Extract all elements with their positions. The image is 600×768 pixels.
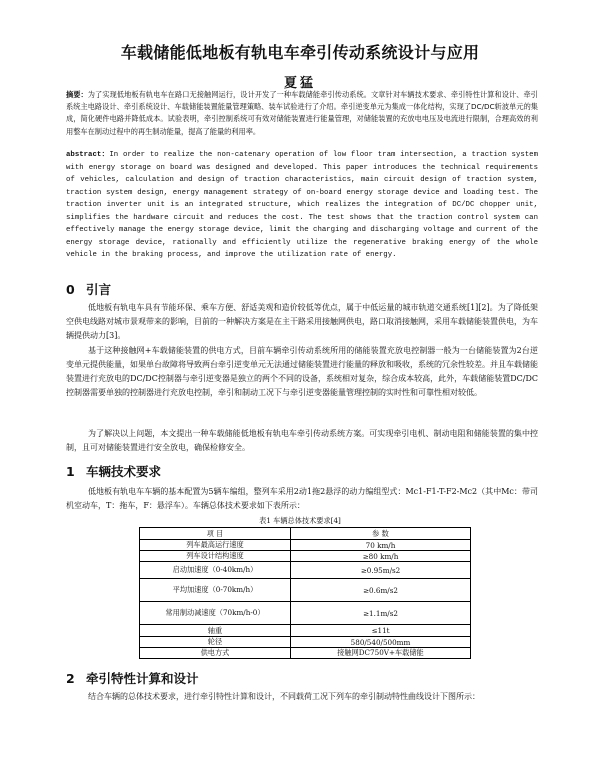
section-2-paragraph: 结合车辆的总体技术要求，进行牵引特性计算和设计，不同载荷工况下列车的牵引制动特性曲线设计下图所示： [88,692,480,701]
paper-title: 车载储能低地板有轨电车牵引传动系统设计与应用 [120,43,480,62]
table-1-caption: 表1 车辆总体技术要求[4] [259,516,341,525]
abstract-english-label: abstract： [66,151,110,159]
table-cell-value: ≥0.95m/s2 [291,562,471,579]
table-row [140,602,471,625]
table-row [140,562,471,579]
table-cell-value: ≤11t [291,625,471,637]
abstract-chinese [66,89,538,138]
section-0-number: 0 [66,282,75,297]
table-cell-item: 轮径 [140,637,291,648]
table-cell-item: 启动加速度（0-40km/h） [140,562,291,579]
section-0-title: 引言 [86,282,112,297]
table-cell-item: 常用制动减速度（70km/h-0） [140,602,291,625]
table-row [140,540,471,551]
section-0-paragraph-3: 为了解决以上问题，本文提出一种车载储能低地板有轨电车牵引传动系统方案。可实现牵引电机、制动电阻和储能装置的集中控制，且可对储能装置进行安全放电，确保检修安全。 [66,429,538,452]
table-cell-item: 列车最高运行速度 [140,540,291,551]
section-1-paragraph: 低地板有轨电车车辆的基本配置为5辆车编组，整列车采用2动1拖2悬浮的动力编组型式：Mc1-F1-T-F2-Mc2（其中Mc：带司机室动车，T：拖车，F：悬浮车）。车辆总体技术要求如下表所示： [66,487,538,510]
table-header-value: 参 数 [291,528,471,540]
table-header-row [140,528,471,540]
vehicle-spec-table [139,527,471,659]
abstract-chinese-text: 为了实现低地板有轨电车在路口无接触网运行，设计开发了一种车载储能牵引传动系统。文章针对车辆技术要求、牵引特性计算和设计、牵引系统主电路设计、牵引系统设计、车载储能装置能量管理策略、装车试验进行了介绍。牵引逆变单元为集成一体化结构，实现了DC/DC斩波单元的集成，简化硬件电路并降低成本。试验表明，牵引控制系统可有效对储能装置进行能量管理，对储能装置的充放电电压及电流进行限制，合理高效的利用整车在制动过程中的再生制动能量，提高了能量的利用率。 [66,90,538,136]
abstract-english [66,149,538,262]
table-cell-value: 接触网DC750V+车载储能 [291,648,471,659]
abstract-chinese-label: 摘要： [66,90,88,99]
section-0-paragraph-2: 基于这种接触网+车载储能装置的供电方式，目前车辆牵引传动系统所用的储能装置充放电控制器一般为一台储能装置为2台逆变单元提供能量，如果单台故障将导致两台牵引逆变单元无法通过储能装置进行能量的释放和吸收，系统的冗余性较差。并且车载储能装置进行充放电的DC/DC控制器与牵引逆变器是独立的两个不同的设备，系统相对复杂，综合成本较高，此外，车载储能装置DC/DC控制器需要单独的控制器进行充放电控制，牵引和制动工况下与牵引逆变器能量管理控制的实时性和可靠性相对较低。 [66,346,538,397]
section-1-title: 车辆技术要求 [86,464,162,479]
table-row [140,637,471,648]
table-cell-value: 70 km/h [291,540,471,551]
table-cell-item: 供电方式 [140,648,291,659]
section-0-paragraph-1: 低地板有轨电车具有节能环保、乘车方便、舒适美观和造价较低等优点，属于中低运量的城市轨道交通系统[1][2]。为了降低架空供电线路对城市景观带来的影响，目前的一种解决方案是在主干路采用接触网供电，路口取消接触网，采用车载储能装置供电，为车辆提供动力[3]。 [66,303,538,340]
section-2-number: 2 [66,671,75,686]
author-name: 夏猛 [283,76,316,91]
section-2-title: 牵引特性计算和设计 [86,671,199,686]
section-1-heading [66,462,161,480]
section-2-heading [66,669,199,687]
table-cell-value: ≥0.6m/s2 [291,579,471,602]
table-cell-item: 平均加速度（0-70km/h） [140,579,291,602]
table-cell-item: 轴重 [140,625,291,637]
section-1-number: 1 [66,464,75,479]
table-cell-item: 列车设计结构速度 [140,551,291,562]
table-cell-value: 580/540/500mm [291,637,471,648]
table-header-item: 项 目 [140,528,291,540]
table-row [140,648,471,659]
table-cell-value: ≥1.1m/s2 [291,602,471,625]
table-row [140,551,471,562]
table-cell-value: ≥80 km/h [291,551,471,562]
section-0-heading [66,280,111,298]
table-row [140,579,471,602]
abstract-english-text: In order to realize the non-catenary operation of low floor tram intersection, a traction system with energy storage on board was designed and developed. This paper introduces the technical requirements of vehicles, calculation and design of traction characteristics, main circuit design of traction system, traction system design, energy management strategy of on-board energy storage device and loading test. The traction inverter unit is an integrated structure, which realizes the integration of DC/DC chopper unit, simplifies the hardware circuit and reduces the cost. The test shows that the traction control system can effectively manage the energy storage device, limit the charging and discharging voltage and current of the energy storage device, rationally and efficiently utilize the regenerative braking energy of the whole vehicle in the braking process, and improve the utilization rate of energy. [66,151,538,259]
table-row [140,625,471,637]
